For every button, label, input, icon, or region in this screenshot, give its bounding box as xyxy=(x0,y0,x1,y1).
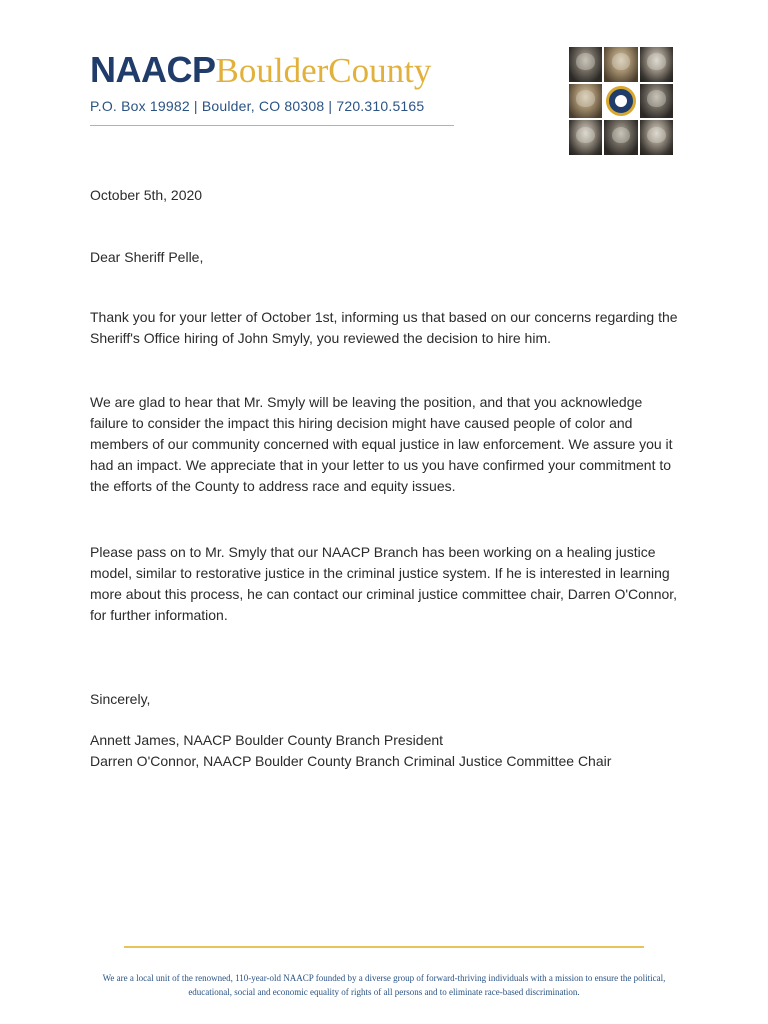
portrait-image xyxy=(569,47,602,82)
letterhead-address: P.O. Box 19982 | Boulder, CO 80308 | 720.310.5165 xyxy=(90,98,425,114)
portrait-image xyxy=(640,84,673,119)
letter-date: October 5th, 2020 xyxy=(90,187,203,203)
portrait-image xyxy=(569,84,602,119)
portrait-image xyxy=(640,47,673,82)
letter-paragraph: Thank you for your letter of October 1st, informing us that based on our concerns regarding the Sheriff's Office hiring of John Smyly, you reviewed the decision to hire him. xyxy=(90,309,678,346)
portrait-image xyxy=(640,120,673,155)
portrait-image xyxy=(604,120,637,155)
footer-mission-statement: We are a local unit of the renowned, 110-year-old NAACP founded by a diverse group of forward-thriving individuals with a mission to ensure the political, educational, social and economic equality of rights of all persons and to eliminate race-based discrimination. xyxy=(102,973,666,997)
letter-salutation: Dear Sheriff Pelle, xyxy=(90,249,204,265)
portrait-image xyxy=(569,120,602,155)
header-divider xyxy=(90,125,454,126)
signatory-committee-chair: Darren O'Connor, NAACP Boulder County Branch Criminal Justice Committee Chair xyxy=(90,753,612,769)
letterhead-name-secondary: BoulderCounty xyxy=(215,51,432,90)
portrait-image xyxy=(604,47,637,82)
naacp-seal-icon xyxy=(604,84,637,119)
letter-closing: Sincerely, xyxy=(90,691,151,707)
letterhead-title xyxy=(90,50,431,91)
signatory-president: Annett James, NAACP Boulder County Branch President xyxy=(90,732,444,748)
portrait-collage-with-naacp-seal-icon xyxy=(569,47,673,155)
letterhead-name-primary: NAACP xyxy=(90,49,216,90)
footer-divider xyxy=(124,946,644,948)
letter-paragraph: We are glad to hear that Mr. Smyly will be leaving the position, and that you acknowledge failure to consider the impact this hiring decision might have caused people of color and members of our community concerned with equal justice in law enforcement. We assure you it had an impact. We appreciate that in your letter to us you have confirmed your commitment to the efforts of the County to address race and equity issues. xyxy=(90,394,673,494)
letter-paragraph: Please pass on to Mr. Smyly that our NAACP Branch has been working on a healing justice model, similar to restorative justice in the criminal justice system. If he is interested in learning more about this process, he can contact our criminal justice committee chair, Darren O'Connor, for further information. xyxy=(90,544,678,623)
